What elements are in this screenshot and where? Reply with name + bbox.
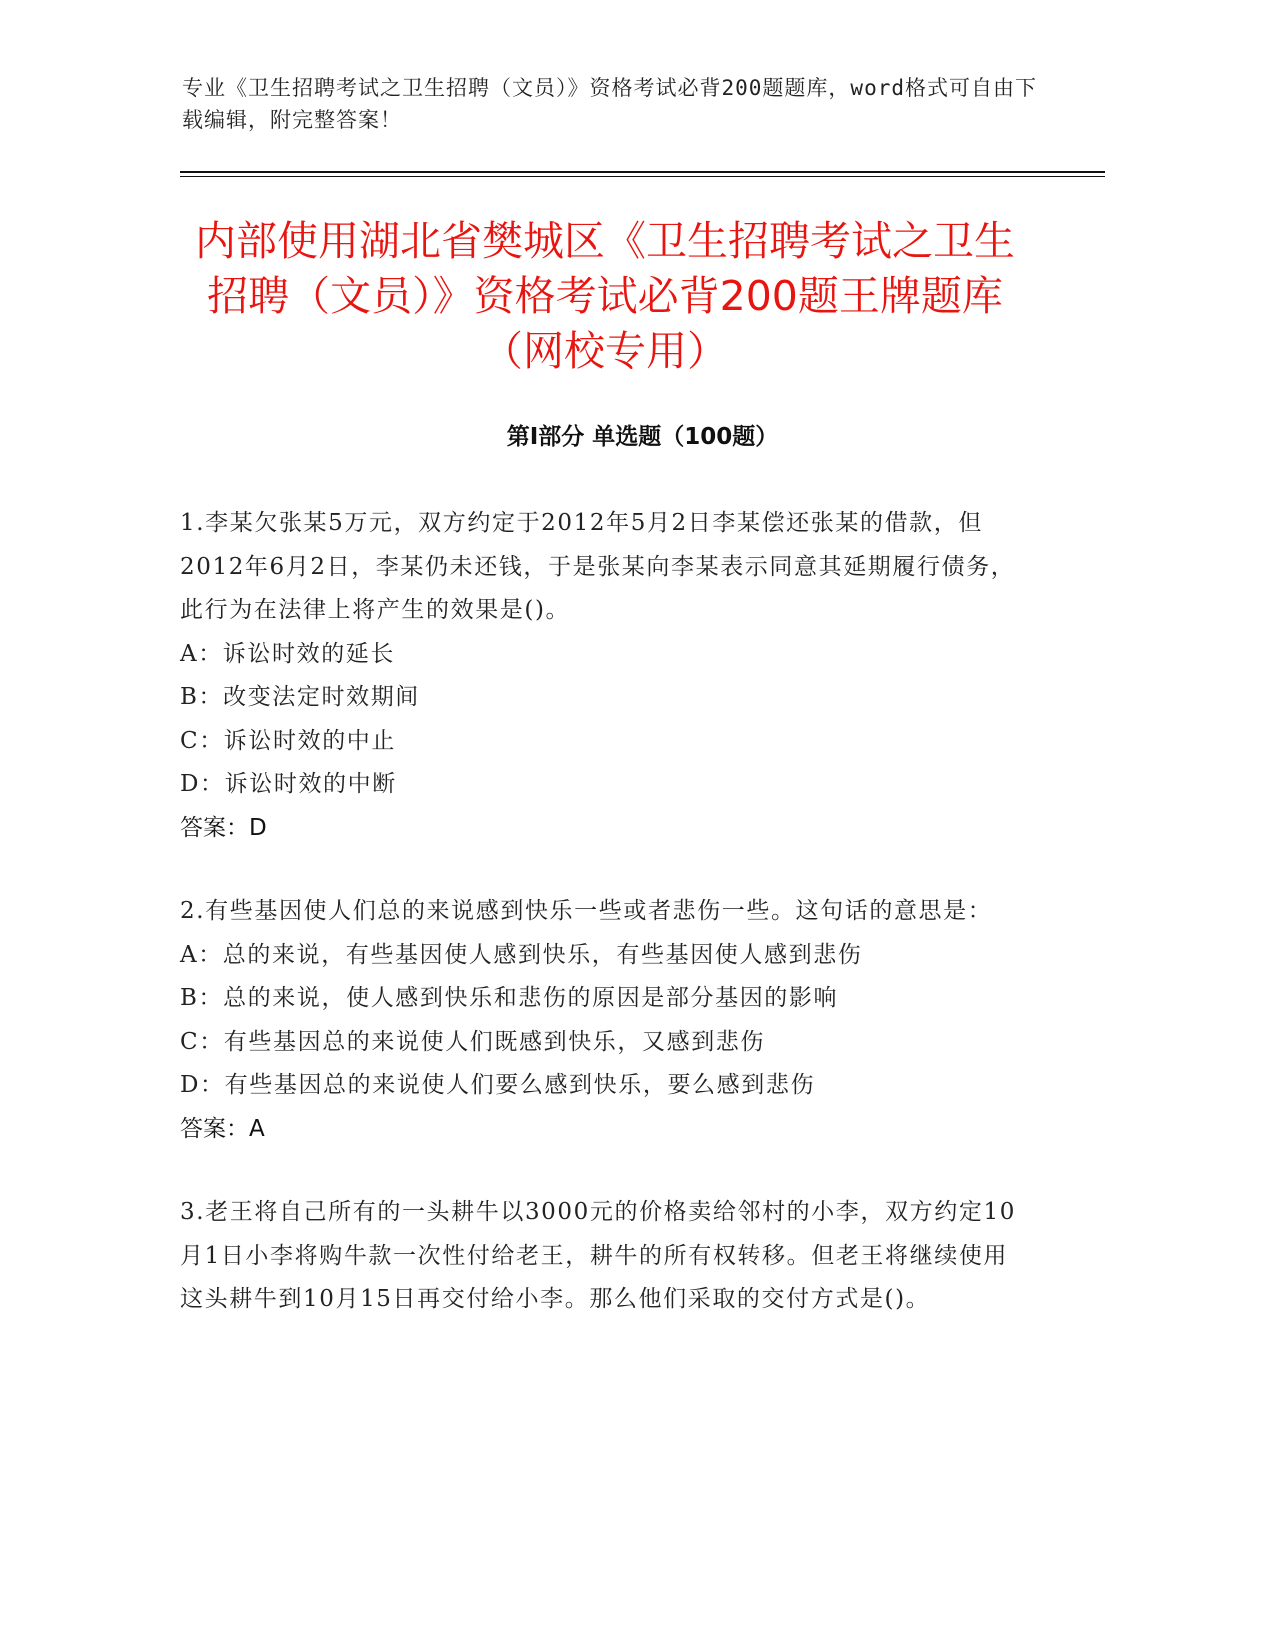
option-d: D：诉讼时效的中断 [180,771,397,797]
question-stem: 1.李某欠张某5万元，双方约定于2012年5月2日李某偿还张某的借款，但2012年6月2日，李某仍未还钱，于是张某向李某表示同意其延期履行债务，此行为在法律上将产生的效果是()。 [180,510,1016,623]
header-rule-thick [180,171,1105,173]
option-b: B：改变法定时效期间 [180,684,420,710]
answer-line: 答案：D [180,814,267,841]
question-2 [180,890,1030,1151]
question-stem: 3.老王将自己所有的一头耕牛以3000元的价格卖给邻村的小李，双方约定10月1日小李将购牛款一次性付给老王，耕牛的所有权转移。但老王将继续使用这头耕牛到10月15日再交付给小李。那么他们采取的交付方式是()。 [180,1199,1016,1312]
header-rule-thin [180,176,1105,177]
document-title: 内部使用湖北省樊城区《卫生招聘考试之卫生招聘（文员）》资格考试必背200题王牌题库（网校专用） [195,217,1015,375]
section-heading: 第Ⅰ部分 单选题（100题） [506,424,779,450]
option-c: C：诉讼时效的中止 [180,727,396,754]
option-b: B：总的来说，使人感到快乐和悲伤的原因是部分基因的影响 [180,985,839,1011]
question-3 [180,1191,1030,1322]
header-note: 专业《卫生招聘考试之卫生招聘（文员）》资格考试必背200题题库，word格式可自由下载编辑，附完整答案！ [182,76,1037,132]
question-list [180,502,1030,1362]
option-a: A：总的来说，有些基因使人感到快乐，有些基因使人感到悲伤 [180,941,863,968]
option-d: D：有些基因总的来说使人们要么感到快乐，要么感到悲伤 [180,1072,816,1098]
answer-line: 答案：A [180,1115,265,1142]
option-a: A：诉讼时效的延长 [180,640,396,667]
question-stem: 2.有些基因使人们总的来说感到快乐一些或者悲伤一些。这句话的意思是： [180,898,993,924]
option-c: C：有些基因总的来说使人们既感到快乐，又感到悲伤 [180,1028,765,1055]
question-1 [180,502,1030,850]
